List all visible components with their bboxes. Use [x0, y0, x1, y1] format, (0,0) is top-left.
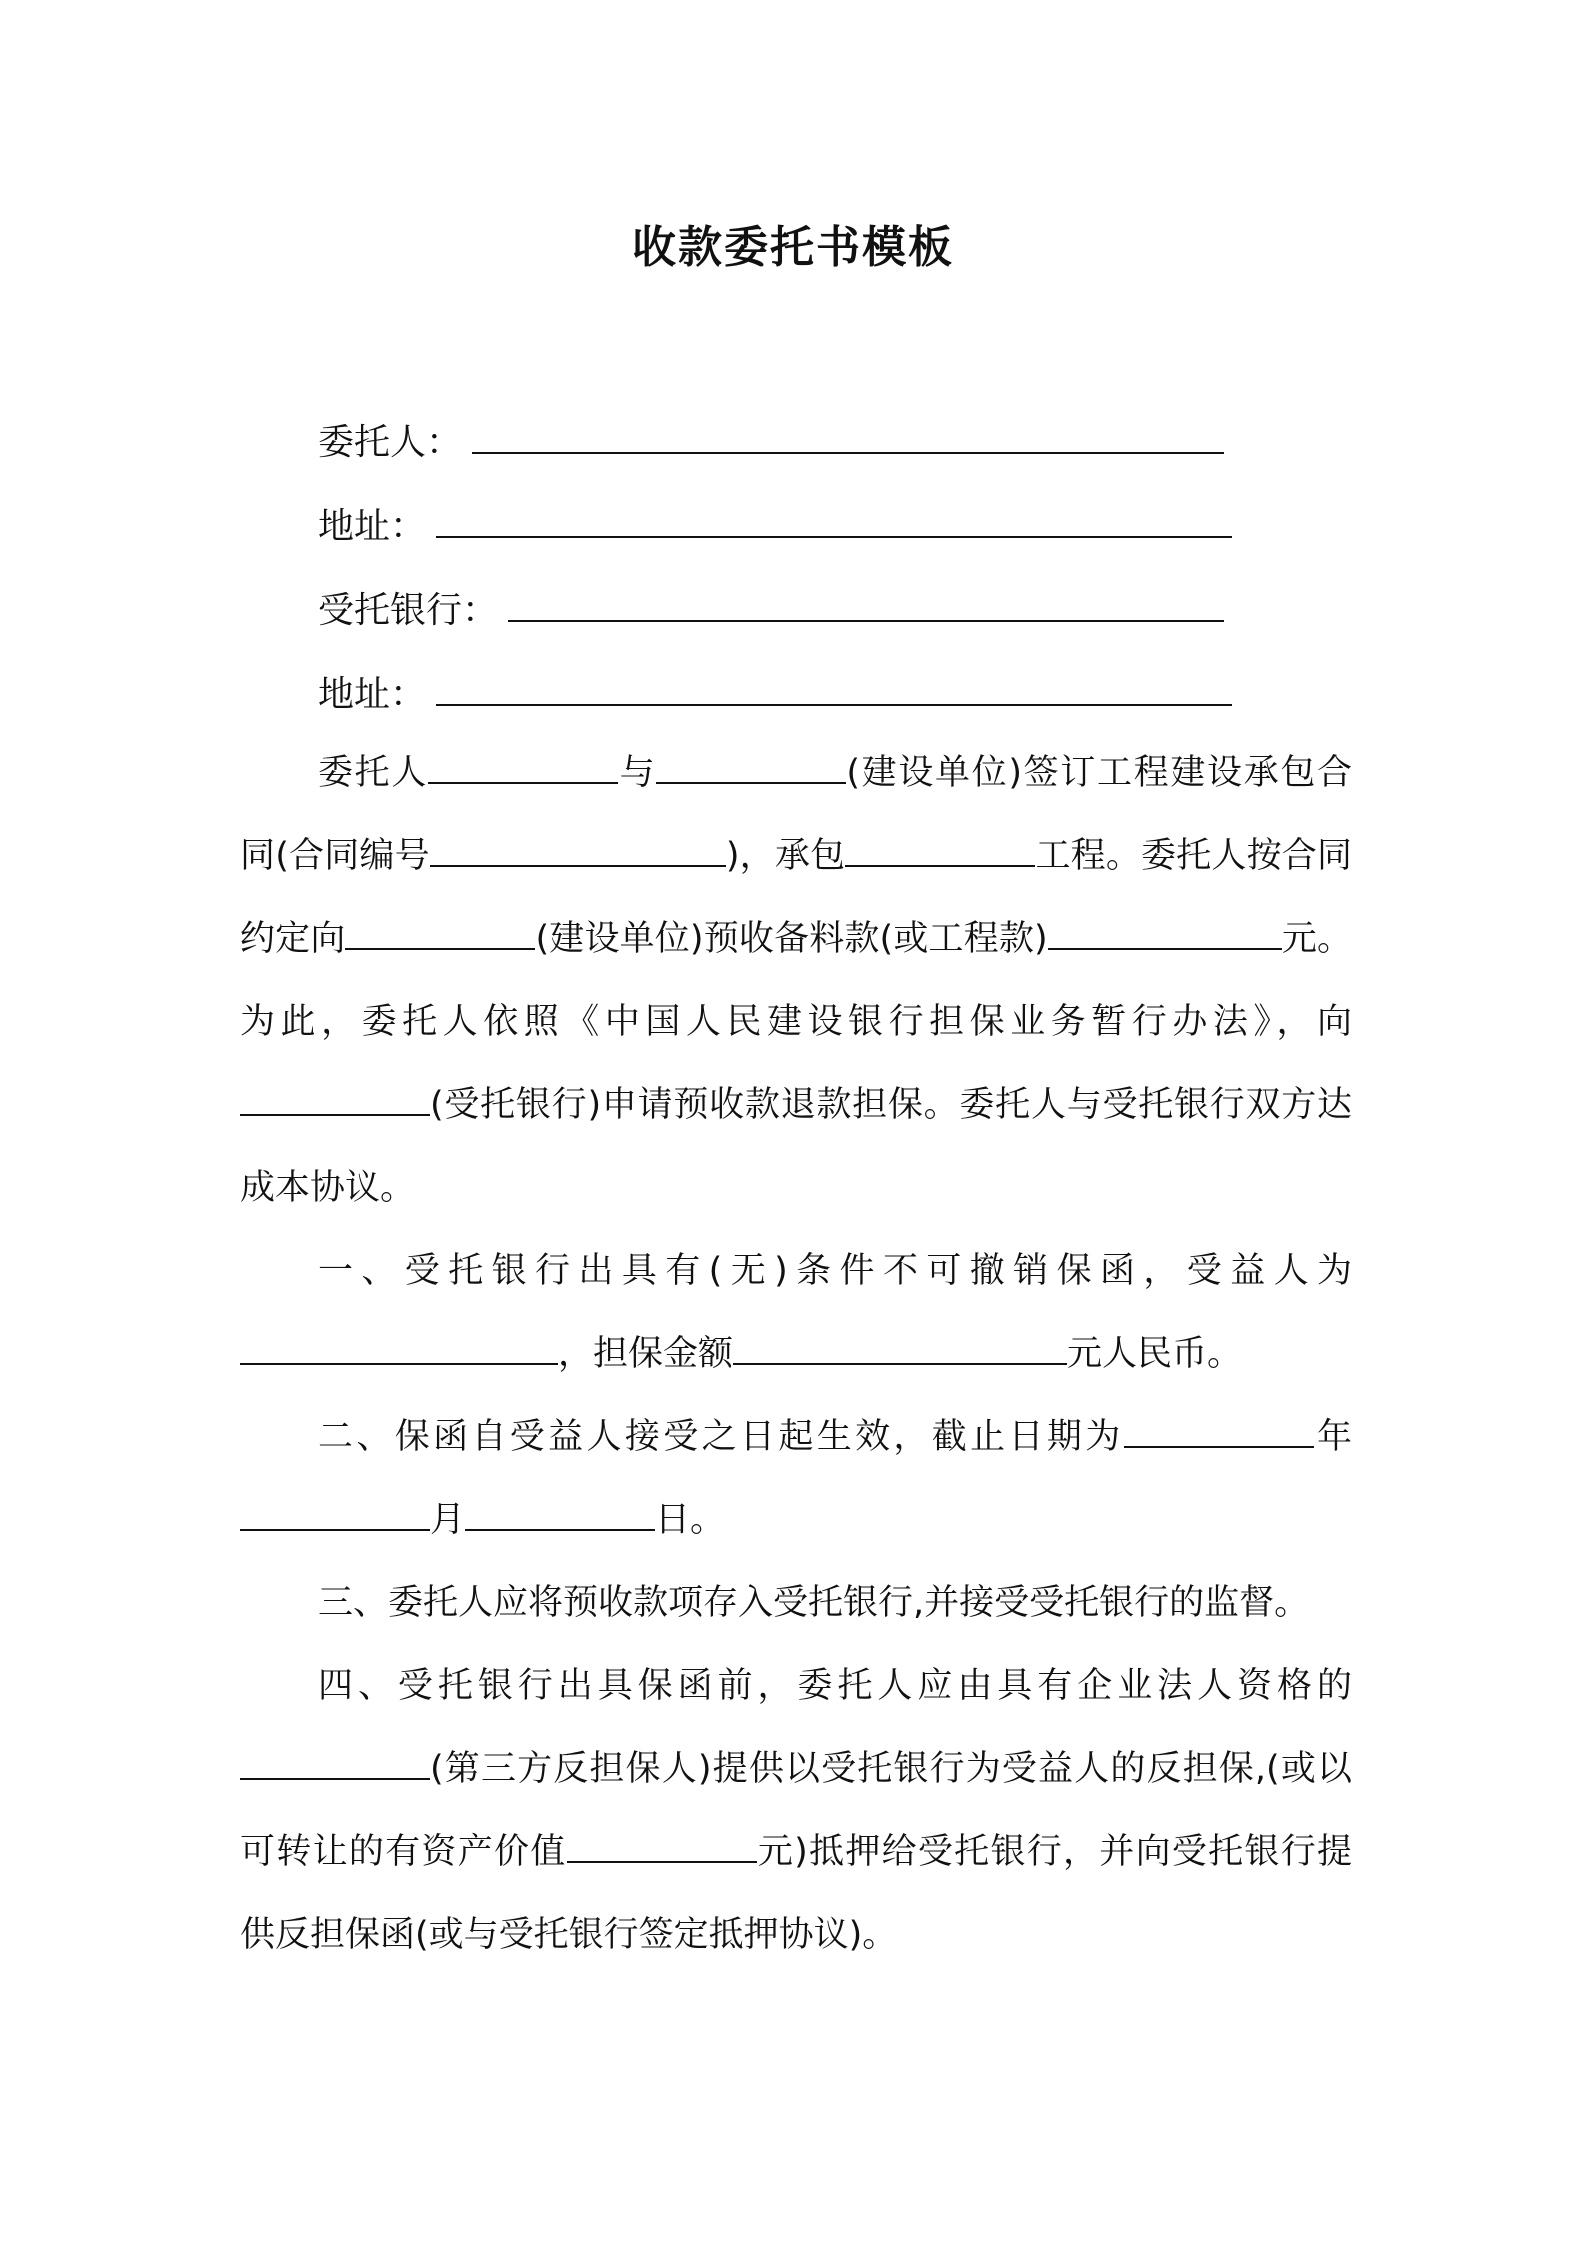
blank-line — [240, 1084, 430, 1116]
clause-2-text-4: 日。 — [655, 1500, 726, 1540]
intro-text-1: 委托人 — [318, 753, 428, 793]
field-client-address-blank — [436, 506, 1232, 538]
document-body — [240, 732, 1352, 1977]
field-client-address — [318, 502, 1232, 552]
intro-text-4: )，承包 — [725, 836, 846, 876]
field-client-blank — [472, 422, 1224, 454]
document-title: 收款委托书模板 — [632, 222, 954, 273]
clause-3 — [240, 1562, 1352, 1645]
blank-line — [733, 1333, 1067, 1365]
blank-line — [240, 1748, 430, 1780]
field-bank-label: 受托银行： — [318, 590, 499, 631]
blank-line — [240, 1499, 430, 1531]
blank-line — [430, 835, 726, 867]
field-client-address-label: 地址： — [318, 506, 427, 547]
intro-paragraph — [240, 732, 1352, 1230]
field-client-label: 委托人： — [318, 422, 463, 463]
blank-line — [567, 1831, 757, 1863]
blank-line — [1048, 918, 1282, 950]
clause-1-text-1: 一、受托银行出具有(无)条件不可撤销保函，受益人为 — [318, 1251, 1352, 1291]
blank-line — [345, 918, 535, 950]
clause-4 — [240, 1645, 1352, 1977]
field-bank-address-label: 地址： — [318, 674, 427, 715]
blank-line — [465, 1499, 655, 1531]
blank-line — [656, 752, 846, 784]
intro-text-2: 与 — [618, 753, 657, 793]
clause-4-text-3: 元)抵押给受托银行，并向受托银行提供反担保函(或与受托银行签定抵押协议)。 — [240, 1832, 1352, 1955]
intro-text-8: (受托银行)申请预收款退款担保。委托人与受托银行双方达成本协议。 — [240, 1085, 1352, 1208]
intro-text-6: (建设单位)预收备料款(或工程款) — [535, 919, 1048, 959]
clause-2-text-1: 二、保函自受益人接受之日起生效，截止日期为 — [318, 1417, 1124, 1457]
clause-2-text-2: 年 — [1313, 1417, 1352, 1457]
clause-4-text-1: 四、受托银行出具保函前，委托人应由具有企业法人资格的 — [318, 1666, 1352, 1706]
intro-text-3: (建设单位)签订工程建设承包合同(合同编号 — [240, 753, 1352, 876]
clause-2 — [240, 1396, 1352, 1562]
field-client — [318, 418, 1224, 468]
clause-1-text-2: ，担保金额 — [558, 1334, 734, 1374]
clause-3-text-1: 三、委托人应将预收款项存入受托银行,并接受受托银行的监督。 — [318, 1583, 1310, 1623]
clause-1-text-3: 元人民币。 — [1067, 1334, 1243, 1374]
blank-line — [845, 835, 1035, 867]
blank-line — [1124, 1416, 1314, 1448]
field-bank-address-blank — [436, 674, 1232, 706]
clause-2-text-3: 月 — [430, 1500, 466, 1540]
clause-1 — [240, 1230, 1352, 1396]
field-bank-blank — [508, 590, 1224, 622]
field-bank — [318, 586, 1224, 636]
clause-4-text-2: (第三方反担保人)提供以受托银行为受益人的反担保,(或以可转让的有资产价值 — [240, 1749, 1352, 1872]
field-bank-address — [318, 670, 1232, 720]
blank-line — [240, 1333, 558, 1365]
intro-text-5: 工程。委托人按合同约定向 — [240, 836, 1353, 959]
blank-line — [428, 752, 618, 784]
intro-text-7: 元。为此，委托人依照《中国人民建设银行担保业务暂行办法》，向 — [240, 919, 1352, 1042]
